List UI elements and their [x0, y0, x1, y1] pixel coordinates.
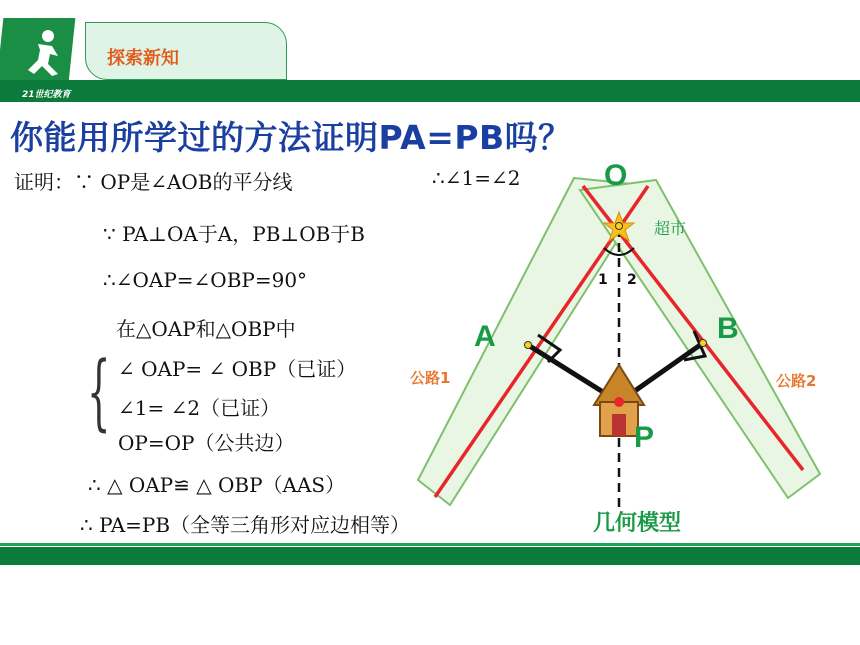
footer-band [0, 547, 860, 565]
point-A [525, 342, 532, 349]
road-1-label: 公路1 [410, 369, 451, 387]
proof-line-1: 证明：∵ OP是∠AOB的平分线 [14, 170, 293, 194]
label-P: P [634, 421, 655, 454]
proof-line-3: ∴∠OAP=∠OBP=90° [103, 268, 308, 292]
conclusion-1: ∴ △ OAP≌ △ OBP（AAS） [88, 473, 346, 497]
proof-line-4: 在△OAP和△OBP中 [116, 317, 296, 341]
condition-1: ∠ OAP= ∠ OBP（已证） [118, 357, 357, 381]
point-P [614, 397, 624, 407]
section-title: 探索新知 [107, 48, 179, 69]
conclusion-2: ∴ PA=PB（全等三角形对应边相等） [80, 513, 411, 537]
question-title: 你能用所学过的方法证明PA=PB吗？ [10, 118, 572, 157]
logo-caption: 21世纪教育 [22, 90, 71, 100]
label-A: A [474, 320, 496, 353]
label-O: O [604, 159, 628, 192]
condition-2: ∠1= ∠2（已证） [118, 396, 281, 420]
label-B: B [717, 312, 739, 345]
proof-line-2: ∵ PA⊥OA于A，PB⊥OB于B [103, 222, 365, 246]
angle-label-1: 1 [598, 272, 608, 288]
point-B [700, 340, 707, 347]
road-2-label: 公路2 [776, 372, 817, 390]
footer-line [0, 543, 860, 546]
angle-label-2: 2 [627, 272, 637, 288]
supermarket-label: 超市 [654, 219, 687, 238]
point-O [616, 223, 623, 230]
model-caption: 几何模型 [593, 511, 682, 536]
condition-3: OP=OP（公共边） [118, 431, 295, 455]
condition-brace: { [87, 345, 111, 440]
proof-line-1-conclusion: ∴∠1=∠2 [432, 166, 521, 190]
